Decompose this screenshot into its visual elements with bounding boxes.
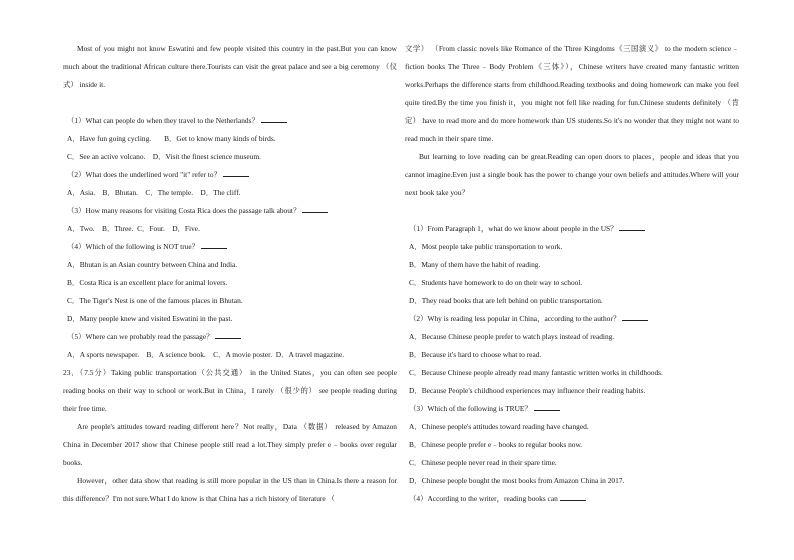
question-stem: （3）Which of the following is TRUE？: [405, 400, 739, 418]
question-stem: （5）Where can we probably read the passage？: [63, 328, 397, 346]
answer-blank[interactable]: [622, 314, 648, 321]
answer-blank[interactable]: [261, 116, 287, 123]
paragraph: Are people's attitudes toward reading different here？Not really，Data （数据） released by Amazon China in December 2017 show that Chinese people still read a lot.They simply prefer e﹣books over regular books.: [63, 422, 397, 467]
option: A．A sports newspaper. B．A science book. C．A movie poster. D．A travel magazine.: [67, 350, 345, 359]
option: C．The Tiger's Nest is one of the famous places in Bhutan.: [67, 296, 243, 305]
option: D．They read books that are left behind on public transportation.: [409, 296, 603, 305]
option: C．See an active volcano. D．Visit the finest science museum.: [67, 152, 261, 161]
question-stem: （2）What does the underlined word "it" refer to？: [63, 166, 397, 184]
question-stem: （4）According to the writer，reading books can: [405, 490, 739, 508]
answer-blank[interactable]: [534, 404, 560, 411]
option: A．Asia. B．Bhutan. C．The temple. D．The cliff.: [67, 188, 241, 197]
question-stem: （2）Why is reading less popular in China，according to the author？: [405, 310, 739, 328]
option: A．Bhutan is an Asian country between China and India.: [67, 260, 238, 269]
option: B．Many of them have the habit of reading.: [409, 260, 541, 269]
question-stem: （1）From Paragraph 1，what do we know about people in the US？: [405, 220, 739, 238]
paragraph: But learning to love reading can be great.Reading can open doors to places，people and ideas that you cannot imagine.Even just a single book has the power to change your own beliefs and attitudes.Where will your next book take you？: [405, 152, 739, 197]
option: B．Chinese people prefer e﹣books to regular books now.: [409, 440, 583, 449]
option: D．Chinese people bought the most books from Amazon China in 2017.: [409, 476, 625, 485]
right-column: [405, 40, 739, 508]
option: C．Because Chinese people already read many fantastic written works in childhoods.: [409, 368, 663, 377]
answer-blank[interactable]: [560, 494, 586, 501]
question-stem: （1）What can people do when they travel to the Netherlands？: [63, 112, 397, 130]
option: A．Have fun going cycling. B．Get to know many kinds of birds.: [67, 134, 276, 143]
passage-heading: 23．（7.5分）Taking public transportation（公共交通） in the United States，you can often see people reading books on their way to school or work.But in China，I rarely （很少的） see people reading during their free time.: [63, 368, 397, 413]
option: D．Because People's childhood experiences may influence their reading habits.: [409, 386, 646, 395]
paragraph: Most of you might not know Eswatini and few people visited this country in the past.But you can know much about the traditional African culture there.Tourists can visit the great palace and see a big ceremony （仪式） inside it.: [63, 44, 397, 89]
answer-blank[interactable]: [302, 206, 328, 213]
answer-blank[interactable]: [619, 224, 645, 231]
option: C．Students have homework to do on their way to school.: [409, 278, 583, 287]
option: A．Because Chinese people prefer to watch plays instead of reading.: [409, 332, 615, 341]
question-stem: （4）Which of the following is NOT true？: [63, 238, 397, 256]
answer-blank[interactable]: [201, 242, 227, 249]
paragraph: However，other data show that reading is still more popular in the US than in China.Is there a reason for this difference？I'm not sure.What I do know is that China has a rich history of literature （: [63, 476, 397, 503]
question-stem: （3）How many reasons for visiting Costa Rica does the passage talk about？: [63, 202, 397, 220]
option: B．Costa Rica is an excellent place for animal lovers.: [67, 278, 228, 287]
option: A．Most people take public transportation to work.: [409, 242, 563, 251]
option: A．Two. B．Three. C．Four. D．Five.: [67, 224, 200, 233]
paragraph: 文学） （From classic novels like Romance of the Three Kingdoms《三国演义》 to the modern science﹣fiction books The Three﹣Body Problem《三体》），Chinese writers have created many fantastic written works.Perhaps the difference starts from childhood.Reading textbooks and doing homework can make you feel quite tired.By the time you finish it，you might not fell like reading for fun.Chinese students definitely （肯定） have to read more and do more homework than US students.So it's no wonder that they might not want to read much in their spare time.: [405, 44, 739, 143]
option: A．Chinese people's attitudes toward reading have changed.: [409, 422, 589, 431]
option: D．Many people knew and visited Eswatini in the past.: [67, 314, 233, 323]
option: C．Chinese people never read in their spare time.: [409, 458, 557, 467]
answer-blank[interactable]: [223, 170, 249, 177]
answer-blank[interactable]: [215, 332, 241, 339]
left-column: [63, 40, 397, 508]
option: B．Because it's hard to choose what to read.: [409, 350, 542, 359]
